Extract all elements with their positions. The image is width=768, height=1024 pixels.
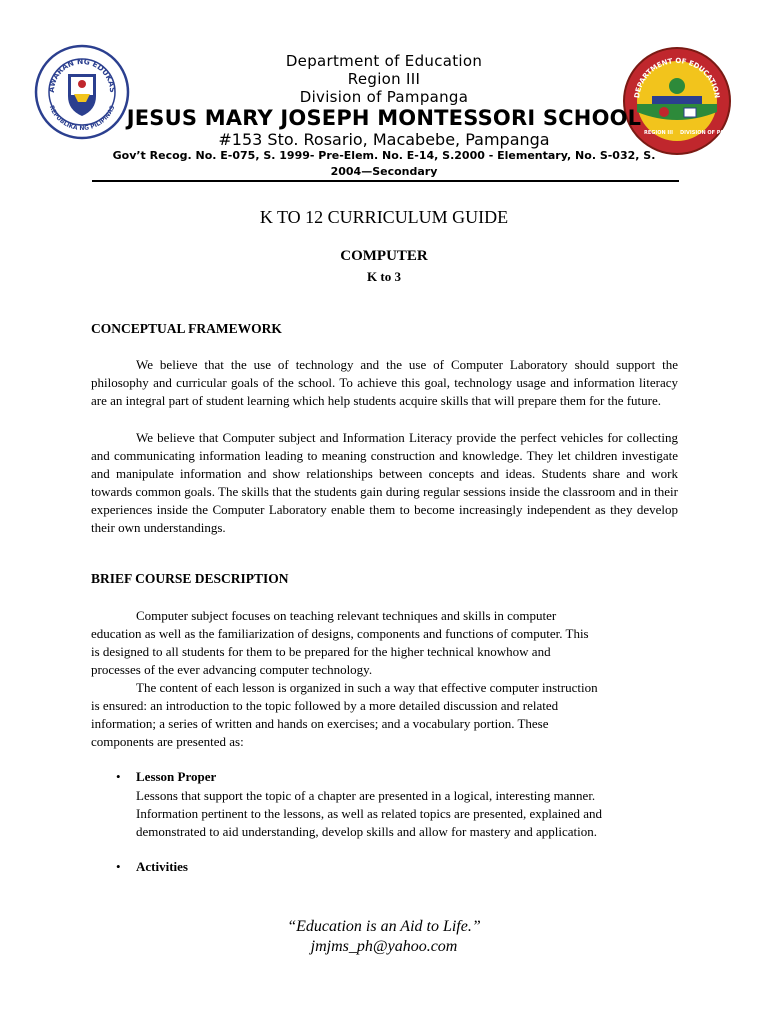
footer-email: jmjms_ph@yahoo.com — [310, 938, 458, 955]
svg-text:DEPARTMENT OF EDUCATION: DEPARTMENT OF EDUCATION — [633, 56, 721, 99]
document-title: K TO 12 CURRICULUM GUIDE — [259, 207, 509, 227]
svg-text:DIVISION OF PAMPANGA: DIVISION OF PAMP — [680, 130, 732, 136]
bullet-marker: • — [116, 859, 121, 874]
description-line: The content of each lesson is organized in such a way that effective computer instruction — [136, 680, 598, 695]
description-heading: BRIEF COURSE DESCRIPTION — [91, 571, 289, 586]
bullet-title-lesson-proper: Lesson Proper — [136, 769, 217, 784]
framework-paragraph-1-text: We believe that the use of technology and the use of Computer Laboratory should support the philosophy and curricular goals of the school. To achieve this goal, technology usage and information literacy are an integral part of student learning which help students acquire skills that will prepare them for the future. — [91, 357, 678, 408]
bullet-body-line: Lessons that support the topic of a chapter are presented in a logical, interesting manner. — [136, 788, 596, 803]
school-address: #153 Sto. Rosario, Macabebe, Pampanga — [218, 130, 550, 149]
description-line: is ensured: an introduction to the topic followed by a more detailed discussion and related — [91, 698, 559, 713]
framework-paragraph-1 — [91, 356, 678, 410]
bullet-title-activities: Activities — [136, 859, 188, 874]
bullet-body-line: demonstrated to aid understanding, develop skills and allow for mastery and application. — [136, 824, 598, 839]
footer-motto: “Education is an Aid to Life.” — [287, 918, 481, 935]
bullet-body-line: Information pertinent to the lessons, as well as related topics are presented, explained and — [136, 806, 603, 821]
description-paragraph-2 — [91, 679, 678, 751]
framework-paragraph-2-text: We believe that Computer subject and Information Literacy provide the perfect vehicles for collecting and communicating information leading to meaning construction and knowledge. They let children investigate and manipulate information and show relationships between concepts and ideas. Students share and work towards common goals. The skills that the students gain during regular sessions inside the classroom and in their experiences inside the Computer Laboratory enable them to become increasingly independent as they develop their own understandings. — [91, 430, 678, 535]
svg-text:KAGAWARAN NG EDUKASYON: AWARAN NG EDUKAS — [46, 56, 118, 93]
description-line: is designed to all students for them to be prepared for the higher technical knowhow and — [91, 644, 551, 659]
framework-heading: CONCEPTUAL FRAMEWORK — [91, 321, 282, 336]
grade-range: K to 3 — [367, 269, 401, 284]
bullet-marker: • — [116, 769, 121, 784]
bullet-body-lesson-proper — [136, 787, 681, 841]
government-recognition: Gov’t Recog. No. E-075, S. 1999- Pre-Elem. No. E-14, S.2000 - Elementary, No. S-032, S. 2004—Secondary — [112, 149, 656, 178]
division-name: Division of Pampanga — [299, 88, 469, 106]
description-line: Computer subject focuses on teaching relevant techniques and skills in computer — [136, 608, 557, 623]
school-name: JESUS MARY JOSEPH MONTESSORI SCHOOL — [126, 106, 642, 130]
description-line: information; a series of written and hands on exercises; and a vocabulary portion. These — [91, 716, 549, 731]
svg-text:REPUBLIKA NG PILIPINAS: REPUBLIKA NG PILIPINAS — [47, 104, 117, 132]
description-line: components are presented as: — [91, 734, 244, 749]
region-name: Region III — [347, 70, 421, 88]
description-line: education as well as the familiarization of designs, components and functions of computer. This — [91, 626, 589, 641]
svg-text:REGION III: REGION III — [644, 130, 673, 136]
framework-paragraph-2 — [91, 429, 678, 537]
header-divider — [92, 180, 679, 182]
department-name: Department of Education — [285, 52, 483, 70]
subject-title: COMPUTER — [340, 248, 428, 264]
description-line: processes of the ever advancing computer technology. — [91, 662, 373, 677]
description-paragraph-1 — [91, 607, 678, 679]
